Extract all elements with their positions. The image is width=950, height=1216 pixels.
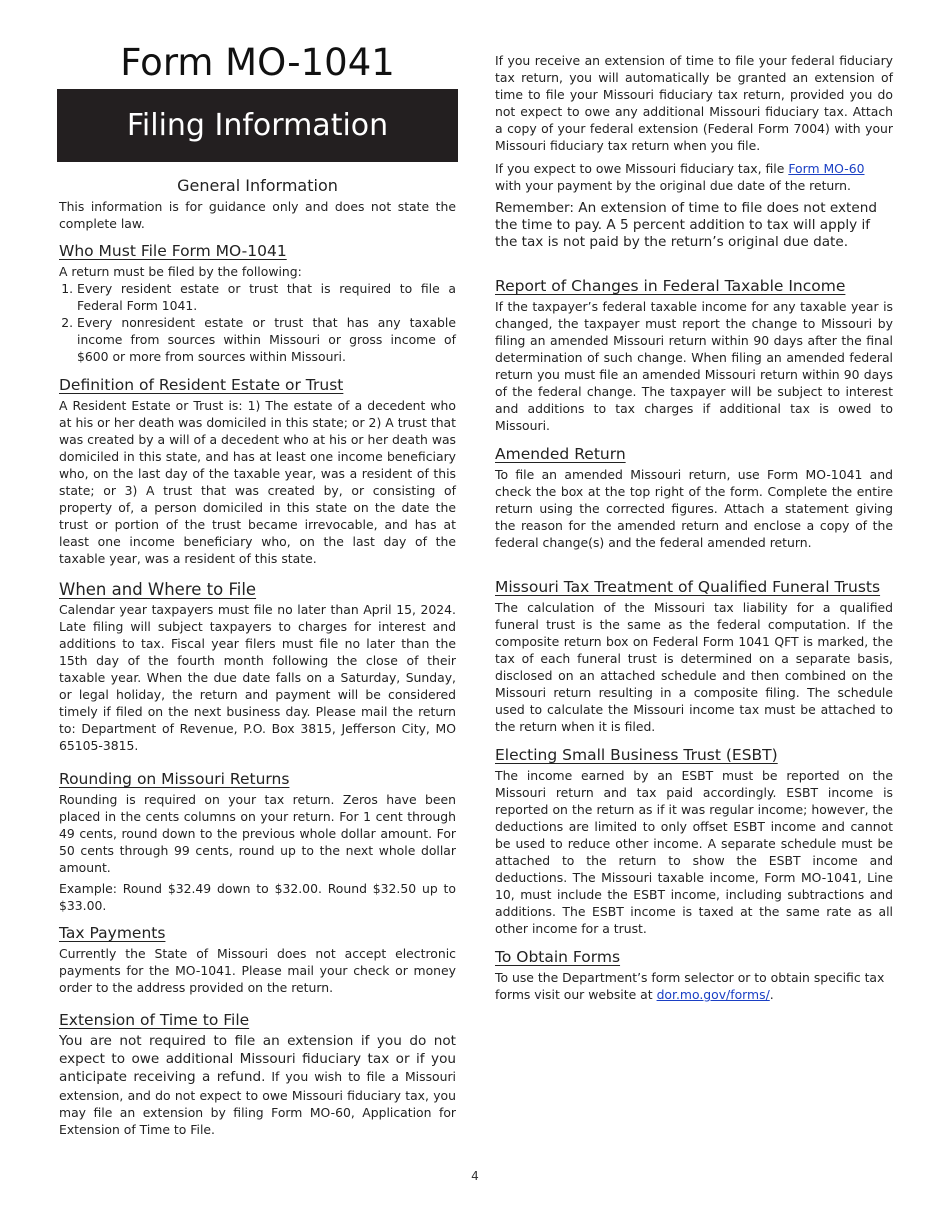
obtain-forms-heading: To Obtain Forms: [495, 948, 621, 966]
report-changes-text: If the taxpayer’s federal taxable income for any taxable year is changed, the taxpayer must report the change to Missouri by filing an amended Missouri return within 90 days after the final determination of such change. When filing an amended federal return you must file an amended Missouri return within 90 days of the federal change. The taxpayer will be subject to interest and additions to tax charges if additional tax is owed to Missouri.: [495, 299, 893, 433]
rounding-example: Example: Round $32.49 down to $32.00. Round $32.50 up to $33.00.: [59, 881, 456, 913]
federal-extension-text: If you receive an extension of time to file your federal fiduciary tax return, you will automatically be granted an extension of time to file your Missouri fiduciary tax return, provided you do not expect to owe any additional Missouri fiduciary tax. Attach a copy of your federal extension (Federal Form 7004) with your Missouri fiduciary tax return when you file.: [495, 53, 893, 153]
owe-tax-text-before: If you expect to owe Missouri fiduciary tax, file: [495, 161, 789, 176]
general-information-section: [59, 198, 456, 232]
who-must-file-intro: A return must be filed by the following:: [59, 264, 302, 279]
who-must-file-heading: Who Must File Form MO-1041: [59, 242, 287, 260]
tax-payments-text: Currently the State of Missouri does not accept electronic payments for the MO-1041. Please mail your check or money order to the address provided on the return.: [59, 946, 456, 995]
page-number: 4: [471, 1169, 479, 1183]
rounding-text: Rounding is required on your tax return. Zeros have been placed in the cents columns on your return. For 1 cent through 49 cents, round down to the previous whole dollar amount. For 50 cents through 99 cents, round up to the next whole dollar amount.: [59, 792, 456, 875]
definition-heading: Definition of Resident Estate or Trust: [59, 376, 344, 394]
general-information-text: This information is for guidance only and does not state the complete law.: [59, 199, 456, 231]
banner-title: Filing Information: [126, 108, 389, 143]
esbt-section: [495, 746, 893, 937]
owe-tax-text: [495, 160, 893, 194]
report-changes-section: [495, 277, 893, 434]
esbt-text: The income earned by an ESBT must be reported on the Missouri return and tax paid accordingly. ESBT income is reported on the return as if it was regular income; however, the deductions are limited to only offset ESBT income and cannot be used to reduce other income. A separate schedule must be attached to the return to show the ESBT income and deductions. The Missouri taxable income, Form MO-1041, Line 10, must include the ESBT income, including subtractions and additions. The ESBT income is taxed at the same rate as all other income for a trust.: [495, 768, 893, 936]
who-must-file-section: [59, 242, 456, 365]
form-mo-60-link[interactable]: Form MO-60: [788, 161, 865, 176]
extension-section: [59, 1011, 456, 1138]
tax-payments-heading: Tax Payments: [59, 924, 166, 942]
funeral-trusts-text: The calculation of the Missouri tax liability for a qualified funeral trust is the same as the federal computation. If the composite return box on Federal Form 1041 QFT is marked, the tax of each funeral trust is determined on a separate basis, disclosed on an attached schedule and then combined on the Missouri return resulting in a composite filing. The schedule used to calculate the Missouri income tax must be attached to the return when it is filed.: [495, 600, 893, 734]
rounding-heading: Rounding on Missouri Returns: [59, 770, 290, 788]
who-must-file-list: [59, 280, 456, 365]
dor-forms-link[interactable]: dor.mo.gov/forms/: [656, 987, 770, 1002]
list-item: 2. Every nonresident estate or trust that has any taxable income from sources within Missouri or gross income of $600 or more from sources within Missouri.: [77, 314, 456, 365]
general-information-title: General Information: [177, 176, 338, 195]
when-where-section: [59, 580, 456, 754]
extension-continued-section: [495, 52, 893, 252]
owe-tax-text-after: with your payment by the original due date of the return.: [495, 178, 851, 193]
filing-information-banner: [57, 89, 458, 162]
amended-return-heading: Amended Return: [495, 445, 626, 463]
list-item: 1. Every resident estate or trust that is required to file a Federal Form 1041.: [77, 280, 456, 314]
report-changes-heading: Report of Changes in Federal Taxable Income: [495, 277, 846, 295]
obtain-forms-text-after: .: [769, 987, 774, 1002]
funeral-trusts-heading: Missouri Tax Treatment of Qualified Funeral Trusts: [495, 578, 881, 596]
funeral-trusts-section: [495, 578, 893, 735]
definition-section: [59, 376, 456, 567]
amended-return-section: [495, 445, 893, 551]
tax-payments-section: [59, 924, 456, 996]
extension-heading: Extension of Time to File: [59, 1011, 250, 1029]
obtain-forms-text-before: To use the Department’s form selector or to obtain specific tax forms visit our website at: [495, 970, 885, 1002]
remember-text: Remember: An extension of time to file does not extend the time to pay. A 5 percent addition to tax will apply if the tax is not paid by the return’s original due date.: [495, 200, 877, 251]
amended-return-text: To file an amended Missouri return, use Form MO-1041 and check the box at the top right of the form. Complete the entire return using the corrected figures. Attach a statement giving the reason for the amended return and enclose a copy of the federal change(s) and the federal amended return.: [495, 467, 893, 550]
obtain-forms-text: [495, 969, 893, 1003]
definition-text: A Resident Estate or Trust is: 1) The estate of a decedent who at his or her death was domiciled in this state; or 2) A trust that was created by a will of a decedent who at his or her death was domiciled in this state, and has at least one income beneficiary who, on the last day of the taxable year, was a resident of this state; or 3) A trust that was created by, or consisting of property of, a person domiciled in this state on the date the trust or portion of the trust became irrevocable, and has at least one income beneficiary who, on the last day of the taxable year, was a resident of this state.: [59, 398, 456, 566]
extension-text: [59, 1032, 456, 1138]
rounding-section: [59, 770, 456, 914]
obtain-forms-section: [495, 948, 893, 1003]
extension-text-emphasis: You are not required to file an extension if you do not expect to owe additional Missouri fiduciary tax or if you anticipate receiving a refund.: [59, 1033, 456, 1086]
esbt-heading: Electing Small Business Trust (ESBT): [495, 746, 778, 764]
when-where-text: Calendar year taxpayers must file no later than April 15, 2024. Late filing will subject taxpayers to charges for interest and additions to tax. Fiscal year filers must file no later than the 15th day of the fourth month following the close of their taxable year. When the due date falls on a Saturday, Sunday, or legal holiday, the return and payment will be considered timely if filed on the next business day. Please mail the return to: Department of Revenue, P.O. Box 3815, Jefferson City, MO 65105-3815.: [59, 602, 456, 753]
form-title: Form MO-1041: [120, 41, 395, 84]
when-where-heading: When and Where to File: [59, 580, 257, 599]
extension-text-rest: If you wish to file a Missouri extension, and do not expect to owe Missouri fiduciary tax, you may file an extension by filing Form MO-60, Application for Extension of Time to File.: [59, 1069, 456, 1137]
